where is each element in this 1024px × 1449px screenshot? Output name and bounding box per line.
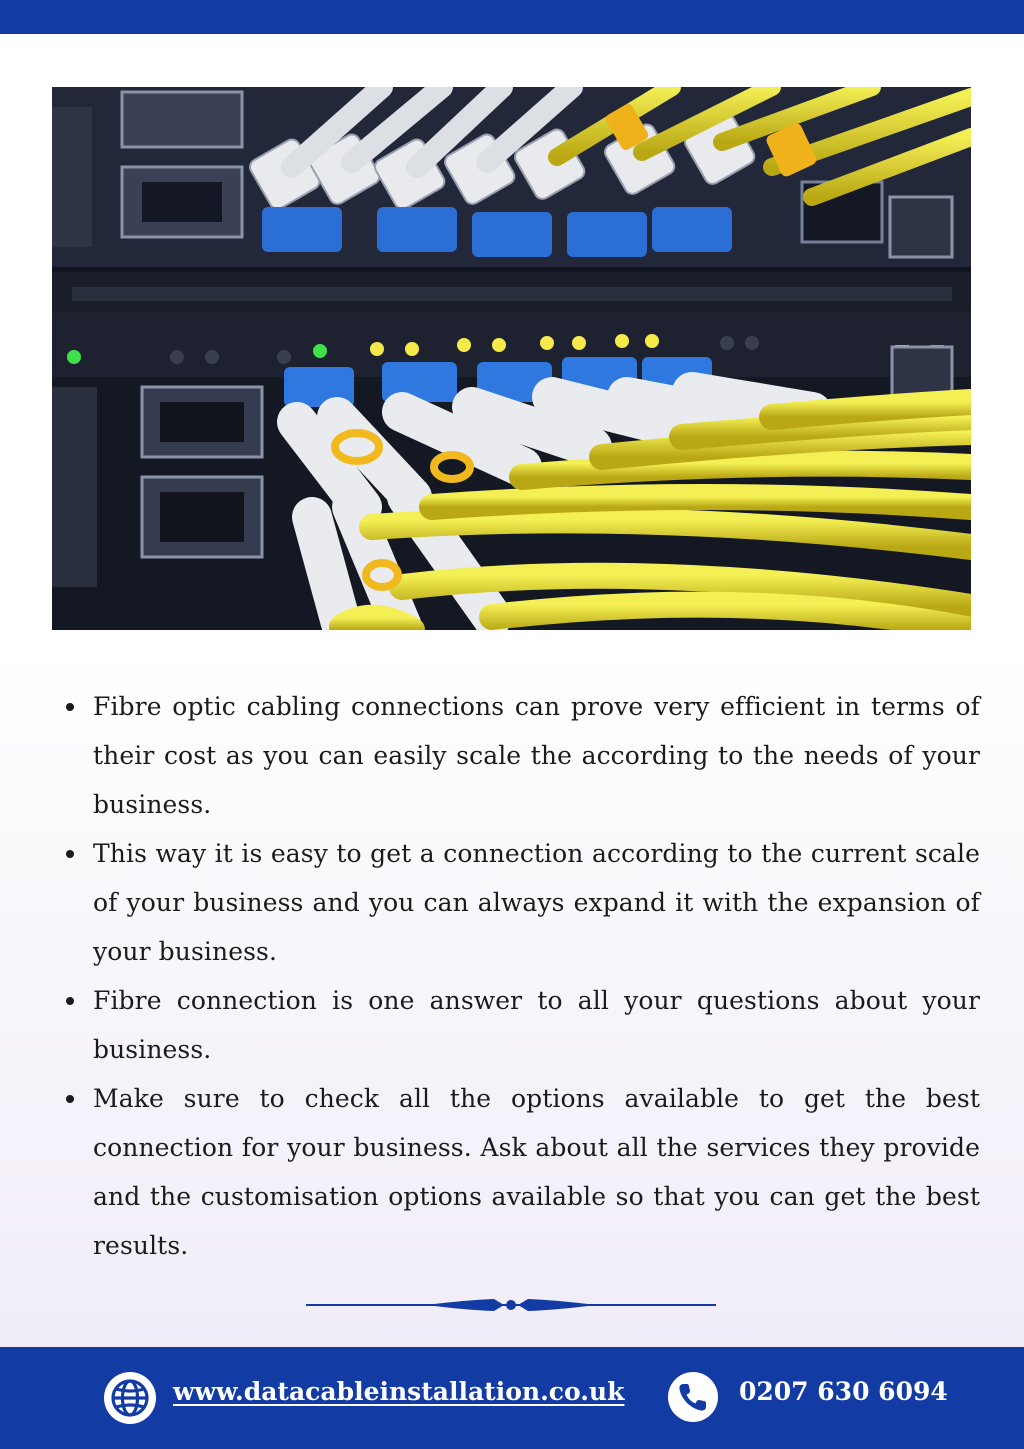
top-banner (0, 0, 1024, 34)
fibre-optic-cables-photo (52, 87, 971, 630)
bullet-text: Fibre optic cabling connections can prove very efficient in terms of their cost as you can easily scale the according to the needs of your business. (93, 692, 980, 819)
list-item (52, 976, 980, 1074)
bullet-text: This way it is easy to get a connection according to the current scale of your business and you can always expand it with the expansion of your business. (93, 839, 980, 966)
bullet-dot-icon (66, 1095, 74, 1103)
phone-icon (668, 1372, 718, 1422)
list-item (52, 829, 980, 976)
list-item (52, 1074, 980, 1270)
phone-number[interactable]: 0207 630 6094 (739, 1377, 948, 1406)
list-item (52, 682, 980, 829)
bullet-dot-icon (66, 850, 74, 858)
globe-icon (104, 1372, 156, 1424)
footer-bar (0, 1347, 1024, 1449)
website-link[interactable]: www.datacableinstallation.co.uk (173, 1377, 625, 1406)
bullet-text: Fibre connection is one answer to all your questions about your business. (93, 986, 980, 1064)
bullet-list (52, 682, 980, 1270)
bullet-dot-icon (66, 703, 74, 711)
bullet-text: Make sure to check all the options available to get the best connection for your business. Ask about all the services they provide and the customisation options available so that you can get the best results. (93, 1084, 980, 1260)
bullet-dot-icon (66, 997, 74, 1005)
ornament-divider (306, 1293, 716, 1317)
